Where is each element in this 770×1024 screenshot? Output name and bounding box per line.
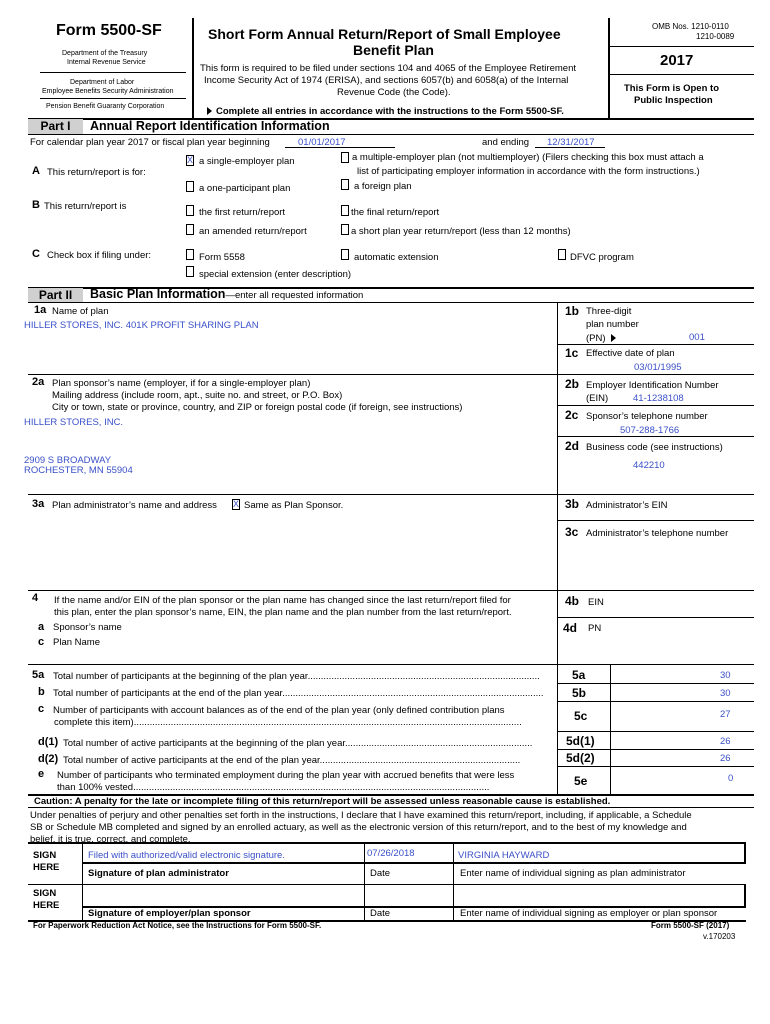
- form-version: v.170203: [703, 932, 736, 941]
- multiple-employer-label-2: list of participating employer information in accordance with the form instructions.): [357, 166, 700, 177]
- line-5d1-label: Total number of active participants at the beginning of the plan year.......................................................................: [63, 738, 533, 749]
- same-as-sponsor-label: Same as Plan Sponsor.: [244, 500, 344, 511]
- line-1a-number: 1a: [34, 304, 47, 316]
- line-5d2-value: 26: [720, 753, 731, 764]
- first-return-label: the first return/report: [199, 207, 286, 218]
- plan-year-begin: 01/01/2017: [298, 137, 346, 148]
- line-5b-letter: b: [38, 686, 45, 698]
- line-b-letter: B: [32, 199, 40, 211]
- omb-number-2: 1210-0089: [696, 32, 735, 41]
- plan-number-value: 001: [689, 332, 705, 343]
- special-extension-label: special extension (enter description): [199, 269, 352, 280]
- requirement-line2: Income Security Act of 1974 (ERISA), and sections 6057(b) and 6058(a) of the Internal: [204, 75, 569, 86]
- line-3b-label: Administrator’s EIN: [586, 500, 668, 511]
- dfvc-checkbox[interactable]: [558, 249, 566, 260]
- automatic-extension-checkbox[interactable]: [341, 249, 349, 260]
- special-extension-checkbox[interactable]: [186, 266, 194, 277]
- main-title-line2: Benefit Plan: [353, 42, 434, 58]
- single-employer-checkbox[interactable]: X: [187, 155, 194, 165]
- line-c-label: Check box if filing under:: [47, 250, 152, 261]
- line-2a-label-3: City or town, state or province, country, and ZIP or foreign postal code (if foreign, see instructions): [52, 402, 463, 413]
- amended-return-label: an amended return/report: [199, 226, 307, 237]
- sponsor-name-value: HILLER STORES, INC.: [24, 417, 124, 428]
- line-5d2-label: Total number of active participants at the end of the plan year............................................................................: [63, 755, 521, 766]
- caution-penalty-notice: Caution: A penalty for the late or incomplete filing of this return/report will be assessed unless reasonable cause is established.: [34, 796, 611, 807]
- main-title-line1: Short Form Annual Return/Report of Small Employee: [208, 26, 561, 42]
- sponsor-address-line1: 2909 S BROADWAY: [24, 455, 112, 466]
- part1-label: Part I: [28, 119, 83, 134]
- effective-date-value: 03/01/1995: [634, 362, 682, 373]
- form-5558-checkbox[interactable]: [186, 249, 194, 260]
- line-1b-label-3: (PN): [586, 333, 616, 344]
- admin-signer-name: VIRGINIA HAYWARD: [458, 850, 550, 861]
- line-2d-number: 2d: [565, 439, 580, 453]
- line-b-label: This return/report is: [44, 201, 127, 212]
- public-inspection-line2: Public Inspection: [634, 95, 713, 106]
- line-a-label: This return/report is for:: [47, 167, 146, 178]
- part2-title: Basic Plan Information—enter all requested information: [90, 287, 364, 301]
- line-2b-label-2: (EIN): [586, 393, 609, 404]
- omb-number-1: OMB Nos. 1210-0110: [652, 22, 729, 31]
- line-4a-label: Sponsor’s name: [53, 622, 122, 633]
- arrow-right-icon: [207, 107, 212, 115]
- employer-name-caption: Enter name of individual signing as employer or plan sponsor: [460, 908, 718, 919]
- line-1b-number: 1b: [565, 304, 580, 318]
- dept-treasury-line1: Department of the Treasury: [62, 50, 148, 57]
- box-5a: 5a: [572, 668, 586, 682]
- requirement-line1: This form is required to be filed under sections 104 and 4065 of the Employee Retirement: [200, 63, 576, 74]
- line-5b-value: 30: [720, 688, 731, 699]
- line-5d2-number: d(2): [38, 753, 59, 765]
- line-2b-number: 2b: [565, 377, 580, 391]
- dept-treasury-line2: Internal Revenue Service: [67, 59, 146, 66]
- line-5d1-value: 26: [720, 736, 731, 747]
- line-1b-label-2: plan number: [586, 319, 639, 330]
- multiple-employer-label-1: a multiple-employer plan (not multiemployer) (Filers checking this box must attach a: [352, 152, 704, 163]
- admin-date-caption: Date: [370, 868, 391, 879]
- perjury-statement-1: Under penalties of perjury and other penalties set forth in the instructions, I declare that I have examined this return/report, including, if applicable, a Schedule: [30, 810, 692, 821]
- line-2a-label-2: Mailing address (include room, apt., suite no. and street, or P.O. Box): [52, 390, 343, 401]
- line-4c-label: Plan Name: [53, 637, 100, 648]
- line-1b-label-1: Three-digit: [586, 306, 632, 317]
- sign-here-2a: SIGN: [33, 888, 57, 899]
- automatic-extension-label: automatic extension: [354, 252, 439, 263]
- ein-value: 41-1238108: [633, 393, 684, 404]
- line-5c-label-2: complete this item)...................................................................................................................................................: [54, 717, 522, 728]
- line-5a-value: 30: [720, 670, 731, 681]
- line-3c-label: Administrator’s telephone number: [586, 528, 729, 539]
- short-plan-year-label: a short plan year return/report (less than 12 months): [351, 226, 571, 237]
- line-2b-label-1: Employer Identification Number: [586, 380, 719, 391]
- business-code-value: 442210: [633, 460, 665, 471]
- form-year: 2017: [660, 52, 694, 69]
- line-5e-letter: e: [38, 768, 45, 780]
- line-4-text-2: this plan, enter the plan sponsor’s name, EIN, the plan name and the plan number from the last return/report.: [54, 607, 512, 618]
- line-1c-number: 1c: [565, 346, 579, 360]
- line-5c-label-1: Number of participants with account balances as of the end of the plan year (only defined contribution plans: [53, 705, 505, 716]
- dept-labor-line2: Employee Benefits Security Administration: [42, 88, 174, 95]
- line-4-text-1: If the name and/or EIN of the plan sponsor or the plan name has changed since the last return/report filed for: [54, 595, 511, 606]
- box-5d1: 5d(1): [566, 734, 595, 748]
- line-2a-label-1: Plan sponsor’s name (employer, if for a single-employer plan): [52, 378, 311, 389]
- amended-return-checkbox[interactable]: [186, 224, 194, 235]
- line-a-letter: A: [32, 165, 40, 177]
- part1-title: Annual Report Identification Information: [90, 119, 330, 133]
- multiple-employer-checkbox[interactable]: [341, 152, 349, 163]
- line-5e-value: 0: [728, 773, 734, 784]
- employer-signature-caption: Signature of employer/plan sponsor: [88, 908, 251, 919]
- sponsor-phone-value: 507-288-1766: [620, 425, 680, 436]
- line-4d-number: 4d: [563, 621, 578, 635]
- employer-date-caption: Date: [370, 908, 391, 919]
- sign-here-1b: HERE: [33, 862, 60, 873]
- line-2d-label: Business code (see instructions): [586, 442, 723, 453]
- line-5d1-number: d(1): [38, 736, 59, 748]
- line-3a-label: Plan administrator’s name and address: [52, 500, 217, 511]
- form-footer-id: Form 5500-SF (2017): [651, 921, 730, 930]
- plan-year-end: 12/31/2017: [547, 137, 595, 148]
- public-inspection-line1: This Form is Open to: [624, 83, 720, 94]
- requirement-line3: Revenue Code (the Code).: [337, 87, 451, 98]
- line-5c-value: 27: [720, 709, 731, 720]
- admin-name-caption: Enter name of individual signing as plan administrator: [460, 868, 686, 879]
- foreign-plan-label: a foreign plan: [354, 181, 412, 192]
- line-4b-number: 4b: [565, 594, 580, 608]
- line-4d-label: PN: [588, 623, 602, 634]
- form-title: Form 5500-SF: [56, 22, 162, 39]
- line-1c-label: Effective date of plan: [586, 348, 675, 359]
- box-5b: 5b: [572, 686, 587, 700]
- line-5e-label-2: than 100% vested.......................................................................................................................................: [57, 782, 490, 793]
- sign-here-1a: SIGN: [33, 850, 57, 861]
- line-4b-label: EIN: [588, 597, 604, 608]
- single-employer-label: a single-employer plan: [199, 156, 295, 167]
- admin-sign-date: 07/26/2018: [367, 848, 415, 859]
- pbgc-label: Pension Benefit Guaranty Corporation: [46, 103, 165, 110]
- dept-labor-line1: Department of Labor: [70, 79, 135, 86]
- complete-all-instructions: Complete all entries in accordance with the instructions to the Form 5500-SF.: [207, 106, 564, 117]
- box-5d2: 5d(2): [566, 751, 595, 765]
- final-return-checkbox[interactable]: [341, 205, 349, 216]
- one-participant-label: a one-participant plan: [199, 183, 291, 194]
- first-return-checkbox[interactable]: [186, 205, 194, 216]
- line-2c-number: 2c: [565, 408, 579, 422]
- line-3c-number: 3c: [565, 525, 579, 539]
- dfvc-label: DFVC program: [570, 252, 634, 263]
- line-3b-number: 3b: [565, 497, 580, 511]
- box-5e: 5e: [574, 774, 588, 788]
- paperwork-notice: For Paperwork Reduction Act Notice, see the Instructions for Form 5500-SF.: [33, 921, 322, 930]
- and-ending-label: and ending: [482, 137, 530, 148]
- line-5e-label-1: Number of participants who terminated employment during the plan year with accrued benefits that were less: [57, 770, 515, 781]
- line-2c-label: Sponsor’s telephone number: [586, 411, 708, 422]
- electronic-signature-note: Filed with authorized/valid electronic signature.: [88, 850, 285, 861]
- line-5a-label: Total number of participants at the beginning of the plan year........................................................................................: [53, 671, 540, 682]
- line-2a-number: 2a: [32, 376, 45, 388]
- line-5a-number: 5a: [32, 669, 45, 681]
- sponsor-address-line2: ROCHESTER, MN 55904: [24, 465, 133, 476]
- perjury-statement-2: SB or Schedule MB completed and signed by an enrolled actuary, as well as the electronic version of this return/report, and to the best of my knowledge and: [30, 822, 687, 833]
- line-4-number: 4: [32, 592, 39, 604]
- line-5c-letter: c: [38, 703, 45, 715]
- final-return-label: the final return/report: [351, 207, 440, 218]
- part2-label: Part II: [28, 288, 83, 302]
- plan-name-value: HILLER STORES, INC. 401K PROFIT SHARING PLAN: [24, 320, 259, 331]
- form-5558-label: Form 5558: [199, 252, 245, 263]
- sign-here-2b: HERE: [33, 900, 60, 911]
- foreign-plan-checkbox[interactable]: [341, 179, 349, 190]
- box-5c: 5c: [574, 709, 588, 723]
- perjury-statement-3: belief, it is true, correct, and complete.: [30, 834, 191, 845]
- line-5b-label: Total number of participants at the end of the plan year...................................................................................................: [53, 688, 544, 699]
- calendar-year-label: For calendar plan year 2017 or fiscal plan year beginning: [30, 137, 270, 148]
- line-c-letter: C: [32, 248, 40, 260]
- same-as-sponsor-checkbox[interactable]: X: [233, 499, 240, 509]
- line-3a-number: 3a: [32, 498, 45, 510]
- short-plan-year-checkbox[interactable]: [341, 224, 349, 235]
- arrow-right-icon: [611, 334, 616, 342]
- line-4c-letter: c: [38, 636, 45, 648]
- line-1a-label: Name of plan: [52, 306, 109, 317]
- admin-signature-caption: Signature of plan administrator: [88, 868, 229, 879]
- line-4a-letter: a: [38, 621, 45, 633]
- one-participant-checkbox[interactable]: [186, 181, 194, 192]
